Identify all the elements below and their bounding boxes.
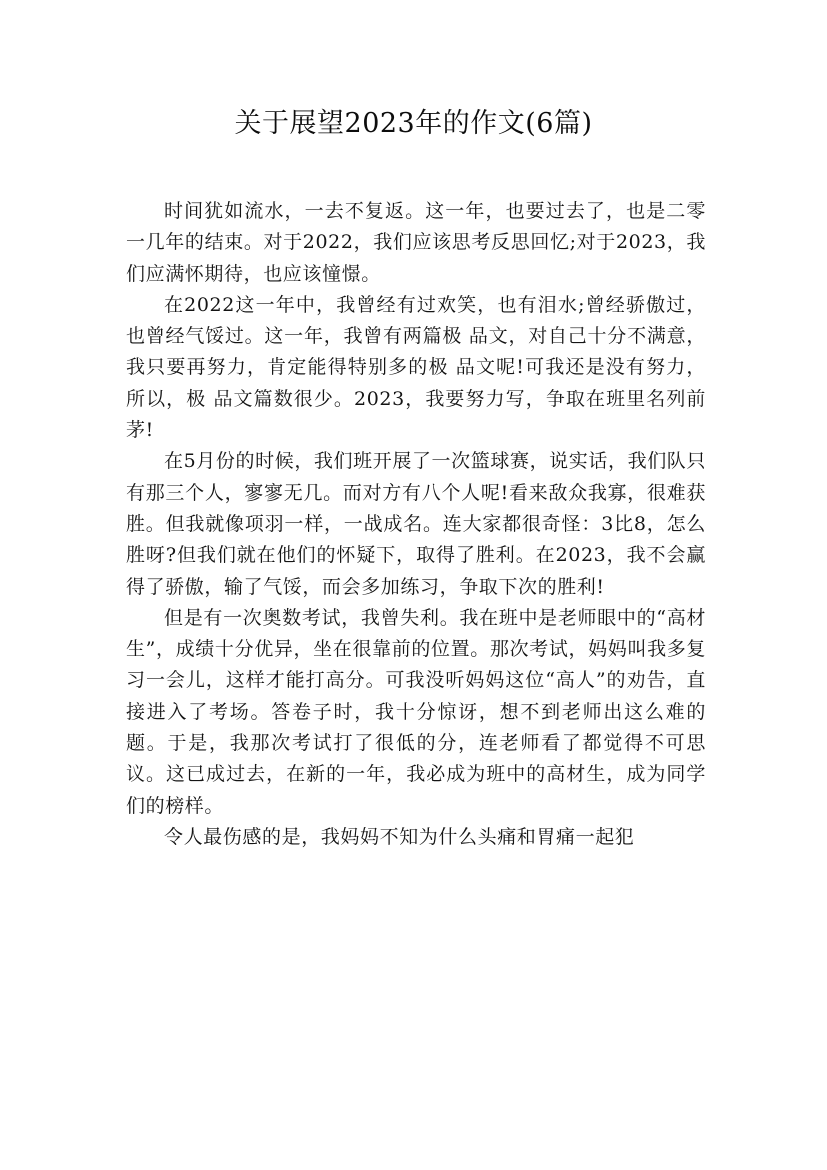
paragraph: 在2022这一年中，我曾经有过欢笑，也有泪水;曾经骄傲过，也曾经气馁过。这一年，我曾有两篇极 品文，对自己十分不满意，我只要再努力，肯定能得特别多的极 品文呢!可我还是没有努力，所以，极 品文篇数很少。2023，我要努力写，争取在班里名列前茅! bbox=[126, 293, 706, 442]
paragraph: 令人最伤感的是，我妈妈不知为什么头痛和胃痛一起犯 bbox=[164, 825, 635, 848]
paragraph: 时间犹如流水，一去不复返。这一年，也要过去了，也是二零一几年的结束。对于2022，我们应该思考反思回忆;对于2023，我们应满怀期待，也应该憧憬。 bbox=[126, 200, 706, 285]
paragraph: 在5月份的时候，我们班开展了一次篮球赛，说实话，我们队只有那三个人，寥寥无几。而对方有八个人呢!看来敌众我寡，很难获胜。但我就像项羽一样，一战成名。连大家都很奇怪：3比8，怎么胜呀?但我们就在他们的怀疑下，取得了胜利。在2023，我不会赢得了骄傲，输了气馁，而会多加练习，争取下次的胜利! bbox=[126, 450, 706, 598]
paragraph: 但是有一次奥数考试，我曾失利。我在班中是老师眼中的“高材生”，成绩十分优异，坐在很靠前的位置。那次考试，妈妈叫我多复习一会儿，这样才能打高分。可我没听妈妈这位“高人”的劝告，直接进入了考场。答卷子时，我十分惊讶，想不到老师出这么难的题。于是，我那次考试打了很低的分，连老师看了都觉得不可思议。这已成过去，在新的一年，我必成为班中的高材生，成为同学们的榜样。 bbox=[126, 606, 706, 817]
document-title: 关于展望2023年的作文(6篇) bbox=[234, 108, 593, 139]
document-body bbox=[126, 196, 706, 853]
